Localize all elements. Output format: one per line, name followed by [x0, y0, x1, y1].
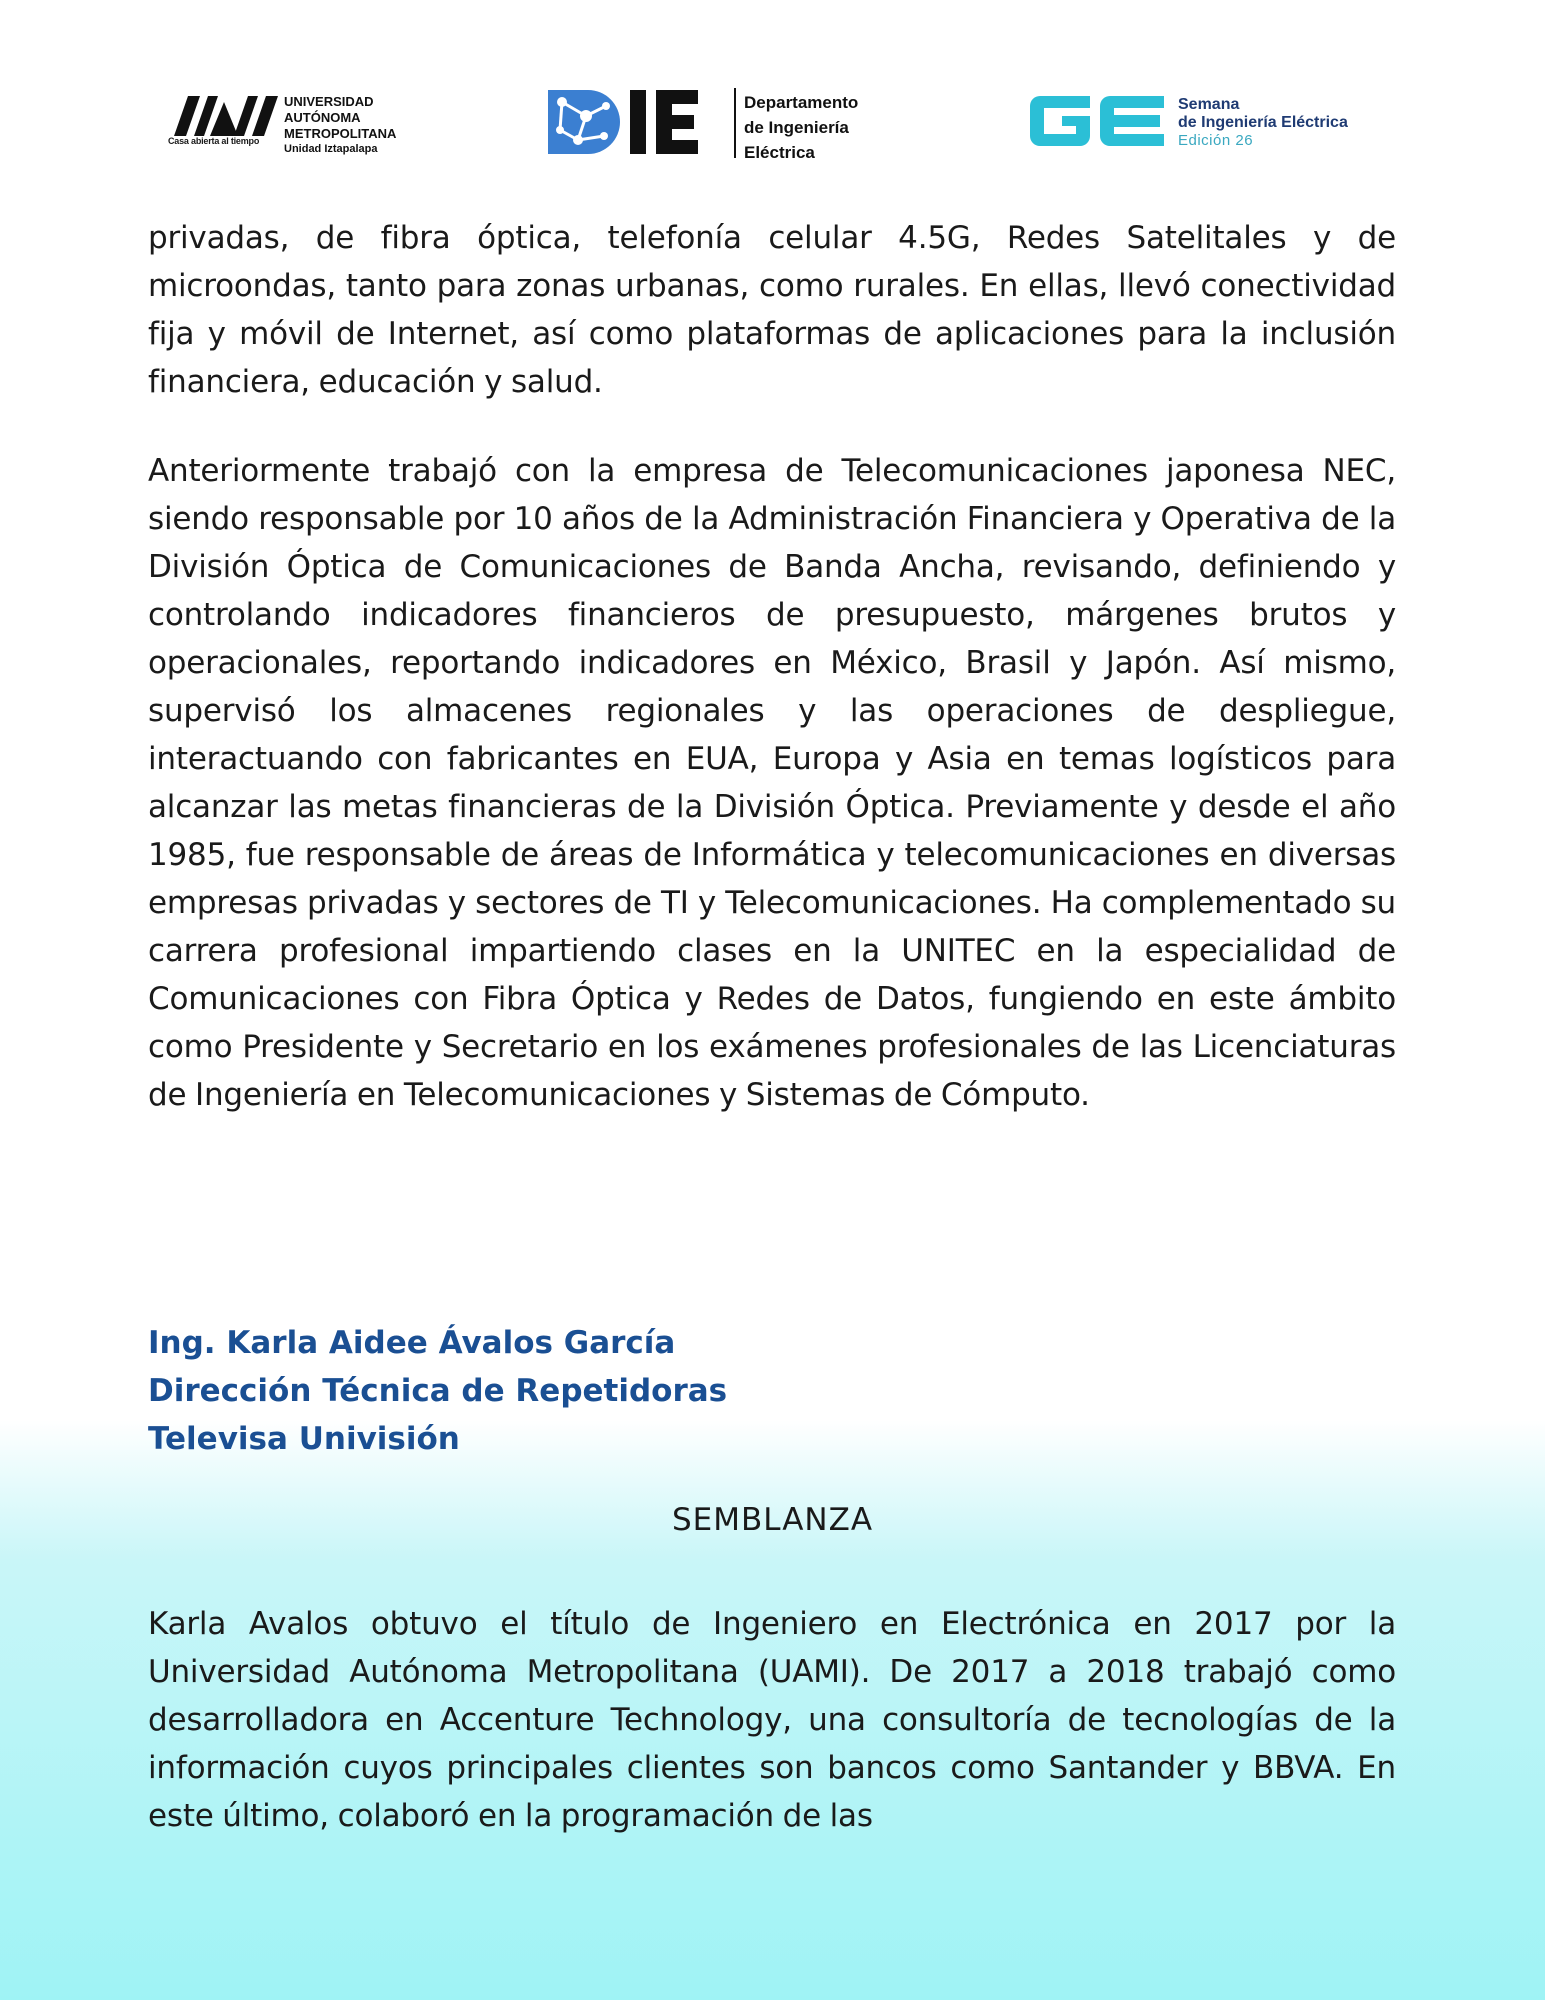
paragraph-previous-experience: Anteriormente trabajó con la empresa de Telecomunicaciones japonesa NEC, siendo responsable por 10 años de la Administración Financiera y Operativa de la División Óptica de Comunicaciones de Banda Ancha, revisando, definiendo y controlando indicadores financieros de presupuesto, márgenes brutos y operacionales, reportando indicadores en México, Brasil y Japón. Así mismo, supervisó los almacenes regionales y las operaciones de despliegue, interactuando con fabricantes en EUA, Europa y Asia en temas logísticos para alcanzar las metas financieras de la División Óptica. Previamente y desde el año 1985, fue responsable de áreas de Informática y telecomunicaciones en diversas empresas privadas y sectores de TI y Telecomunicaciones. Ha complementado su carrera profesional impartiendo clases en la UNITEC en la especialidad de Comunicaciones con Fibra Óptica y Redes de Datos, fungiendo en este ámbito como Presidente y Secretario en los exámenes profesionales de las Licenciaturas de Ingeniería en Telecomunicaciones y Sistemas de Cómputo.: [148, 453, 1396, 1113]
sie-logo: [1026, 90, 1426, 160]
person-name: Ing. Karla Aidee Ávalos García: [148, 1325, 676, 1361]
uam-emblem-icon: [174, 96, 278, 136]
die-network-icon: [548, 86, 738, 158]
die-name: Departamento de Ingeniería Eléctrica: [744, 93, 859, 162]
person-heading: [148, 1319, 1396, 1463]
paragraph-semblanza: Karla Avalos obtuvo el título de Ingeniero en Electrónica en 2017 por la Universidad Autónoma Metropolitana (UAMI). De 2017 a 2018 trabajó como desarrolladora en Accenture Technology, una consultoría de tecnologías de la información cuyos principales clientes son bancos como Santander y BBVA. En este último, colaboró en la programación de las: [148, 1606, 1396, 1834]
section-title: SEMBLANZA: [671, 1502, 874, 1538]
die-logo: [548, 86, 918, 166]
person-company: Televisa Univisión: [148, 1421, 460, 1457]
sie-name: Semana de Ingeniería Eléctrica Edición 26: [1178, 96, 1348, 149]
uam-name: UNIVERSIDAD AUTÓNOMA METROPOLITANA Unidad Iztapalapa: [284, 94, 397, 155]
sie-emblem-icon: [1026, 92, 1168, 150]
uam-logo: [168, 88, 428, 164]
uam-tagline: Casa abierta al tiempo: [168, 136, 260, 146]
person-position: Dirección Técnica de Repetidoras: [148, 1373, 728, 1409]
paragraph-career-continued: privadas, de fibra óptica, telefonía celular 4.5G, Redes Satelitales y de microondas, tanto para zonas urbanas, como rurales. En ellas, llevó conectividad fija y móvil de Internet, así como plataformas de aplicaciones para la inclusión financiera, educación y salud.: [148, 220, 1396, 400]
header-logos: [0, 80, 1545, 170]
